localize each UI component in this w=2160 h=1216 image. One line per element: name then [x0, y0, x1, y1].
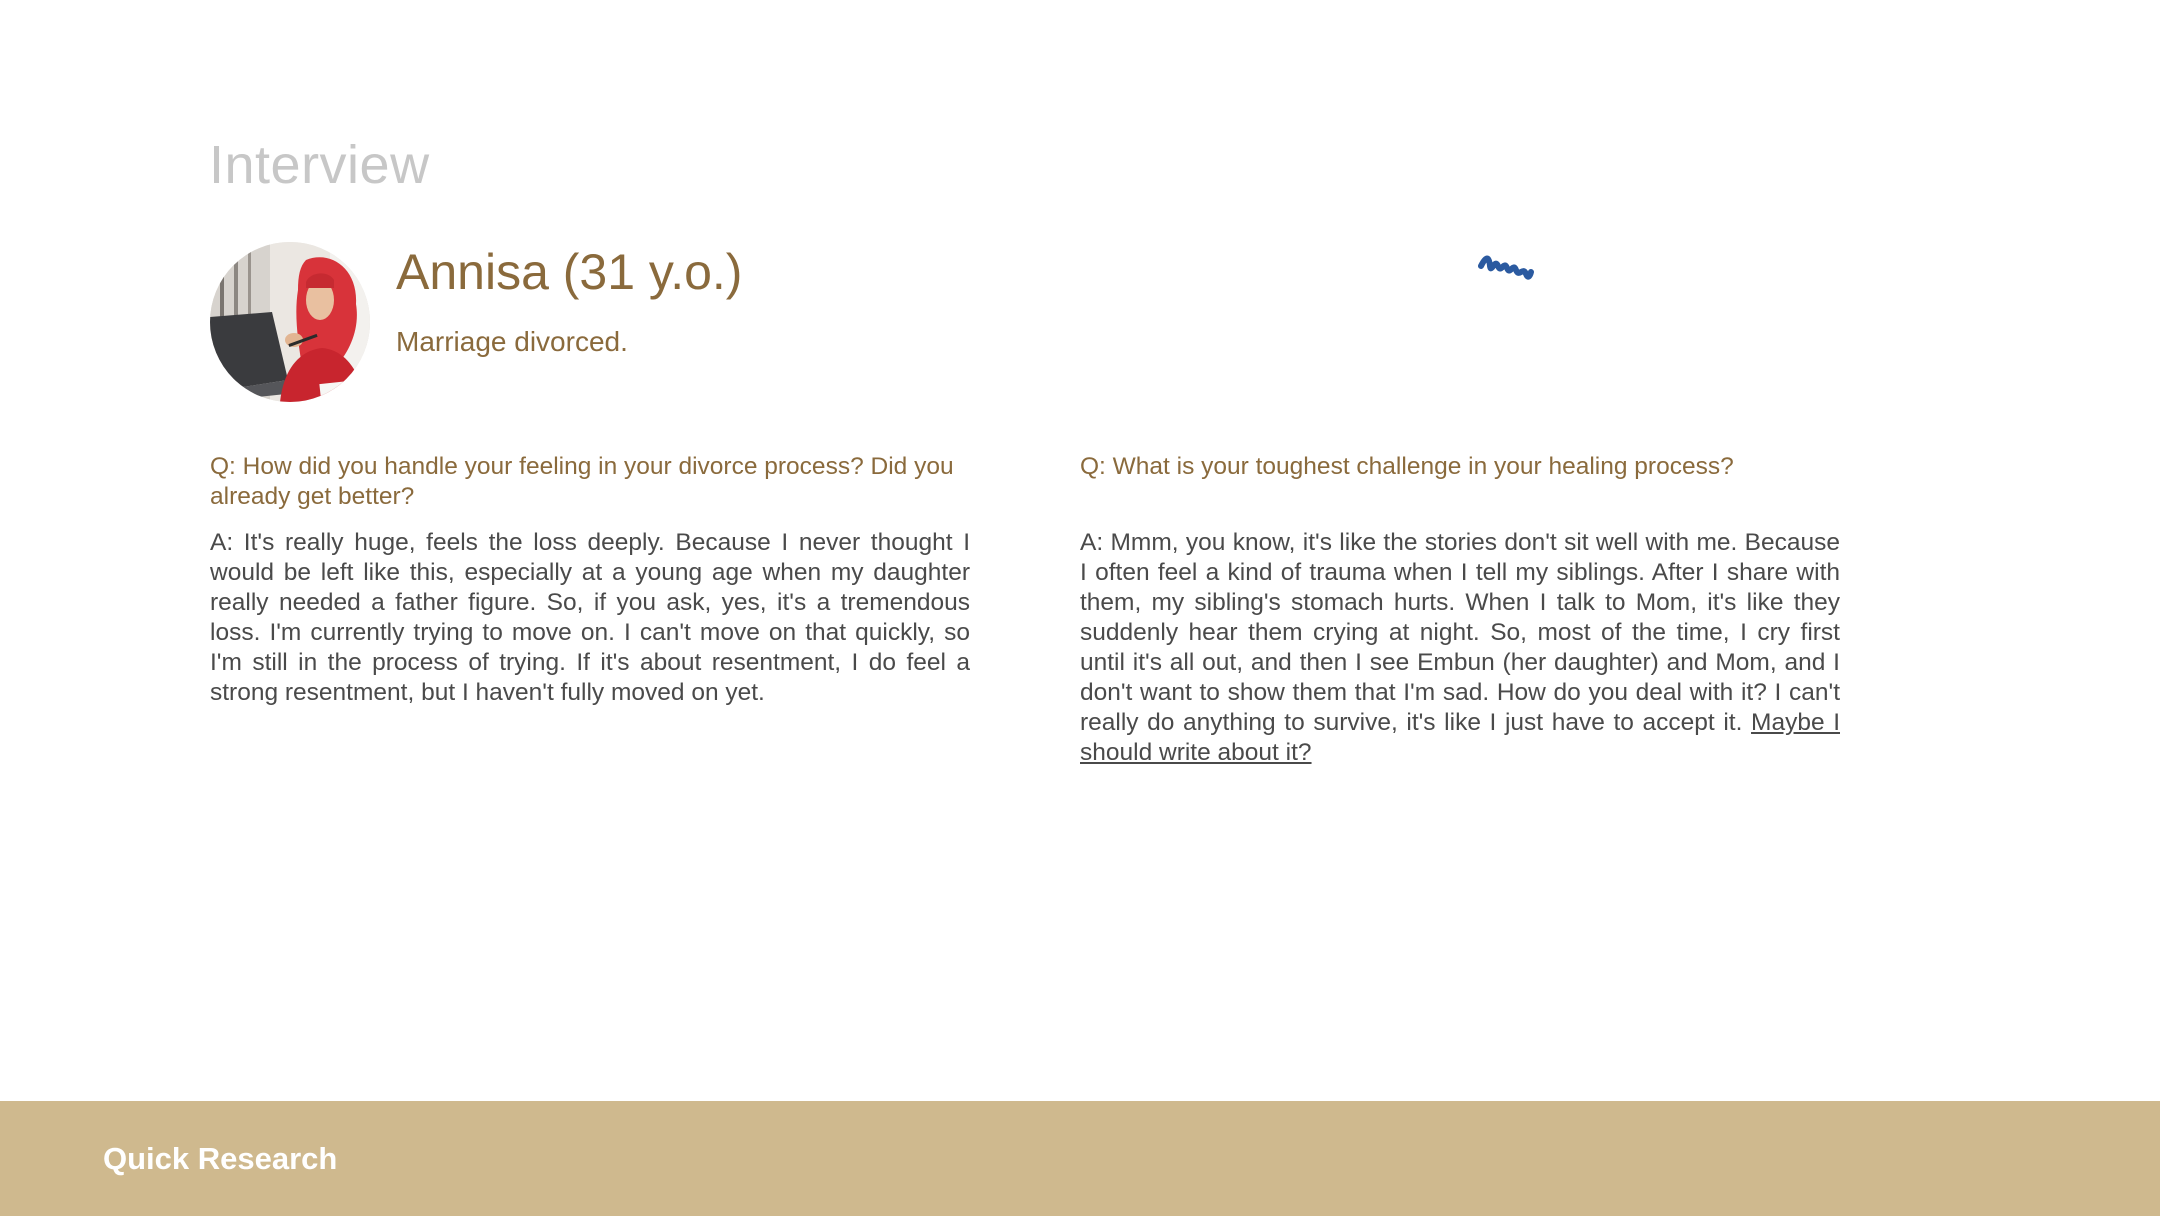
page-title: Interview	[209, 135, 430, 195]
answer-text: A: Mmm, you know, it's like the stories don't sit well with me. Because I often feel a kind of trauma when I tell my siblings. After I share with them, my sibling's stomach hurts. When I talk to Mom, it's like they suddenly hear them crying at night. So, most of the time, I cry first until it's all out, and then I see Embun (her daughter) and Mom, and I don't want to show them that I'm sad. How do you deal with it? I can't really do anything to survive, it's like I just have to accept it.	[1080, 529, 1840, 736]
question-text: Q: What is your toughest challenge in your healing process?	[1080, 453, 1734, 480]
person-subtitle: Marriage divorced.	[396, 326, 628, 357]
footer-brand: Quick Research	[103, 1141, 338, 1176]
answer-paragraph	[1080, 528, 1840, 768]
interview-block-left	[210, 452, 970, 708]
question-text: Q: How did you handle your feeling in your divorce process? Did you already get better?	[210, 453, 954, 510]
answer-text: A: It's really huge, feels the loss deeply. Because I never thought I would be left like this, especially at a young age when my daughter really needed a father figure. So, if you ask, yes, it's a tremendous loss. I'm currently trying to move on. I can't move on that quickly, so I'm still in the process of trying. If it's about resentment, I do feel a strong resentment, but I haven't fully moved on yet.	[210, 529, 970, 706]
squiggle-icon	[1478, 252, 1534, 286]
interview-block-right	[1080, 452, 1840, 768]
avatar	[210, 242, 370, 402]
person-name: Annisa (31 y.o.)	[396, 244, 743, 300]
avatar-photo	[210, 242, 370, 402]
answer-link[interactable]: Maybe I should write about it?	[1080, 709, 1840, 766]
